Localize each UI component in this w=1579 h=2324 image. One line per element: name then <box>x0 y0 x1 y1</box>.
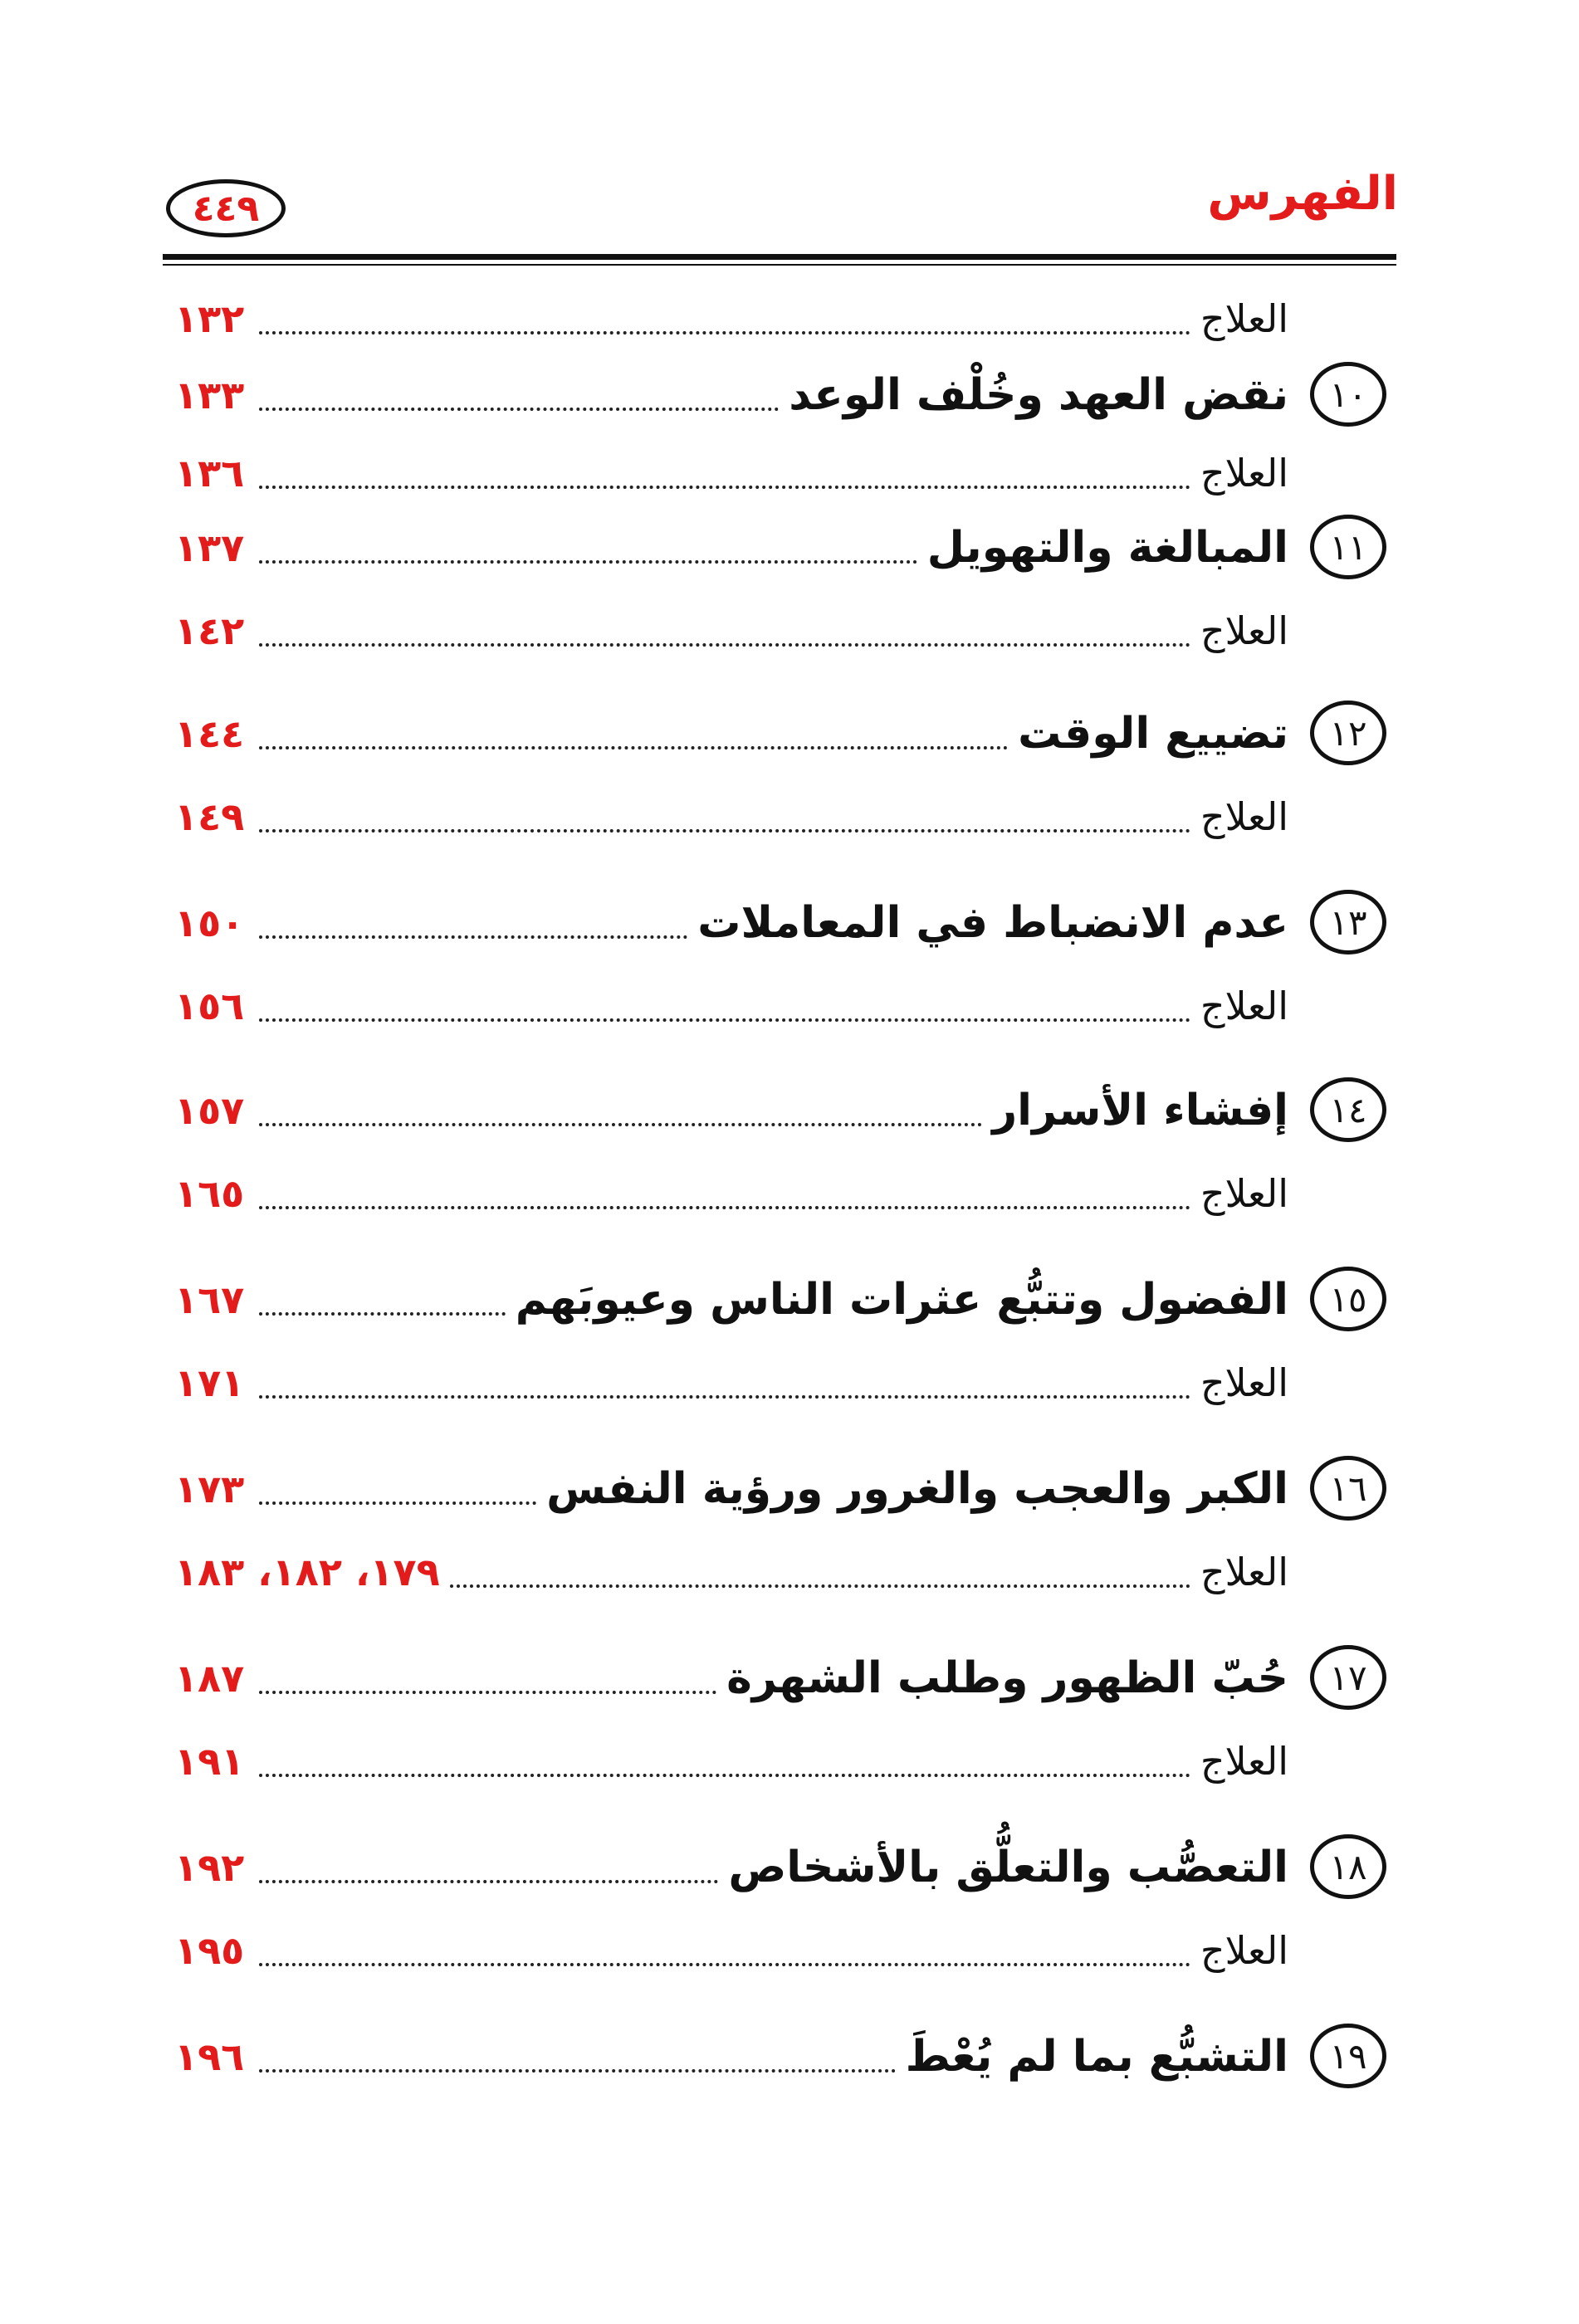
toc-entry[interactable] <box>174 1911 1288 1990</box>
toc-entry[interactable] <box>174 1828 1288 1907</box>
section-number-circle: ١٥ <box>1310 1267 1386 1331</box>
entry-pages: ١٩٦ <box>174 2034 245 2079</box>
entry-pages: ١٤٢ <box>174 608 245 653</box>
entry-pages: ١٤٤ <box>174 711 245 756</box>
entry-title: التشبُّع بما لم يُعْطَ <box>905 2032 1288 2082</box>
section-number-circle: ١٤ <box>1310 1077 1386 1142</box>
page-number-badge: ٤٤٩ <box>166 179 286 237</box>
entry-title: إفشاء الأسرار <box>992 1086 1288 1135</box>
entry-title: العلاج <box>1200 608 1288 653</box>
toc-entry[interactable] <box>174 1449 1288 1529</box>
dot-leader <box>259 1963 1190 1966</box>
toc-entry[interactable] <box>174 1071 1288 1150</box>
entry-pages: ١٥٧ <box>174 1088 245 1133</box>
dot-leader <box>259 486 1190 489</box>
entry-pages: ١٧٣ <box>174 1467 245 1511</box>
entry-pages: ١٤٩ <box>174 794 245 839</box>
entry-title: التعصُّب والتعلُّق بالأشخاص <box>728 1843 1288 1892</box>
entry-pages: ١٣٦ <box>174 451 245 496</box>
entry-pages: ١٩٢ <box>174 1845 245 1890</box>
section-number-circle: ١٨ <box>1310 1834 1386 1899</box>
dot-leader <box>259 408 779 411</box>
toc-entry[interactable] <box>174 883 1288 963</box>
section-number-circle: ١١ <box>1310 515 1386 579</box>
entry-title: العلاج <box>1200 1550 1288 1594</box>
entry-pages: ١٣٧ <box>174 525 245 570</box>
section-number-circle: ١٠ <box>1310 362 1386 427</box>
section-number-circle: ١٩ <box>1310 2024 1386 2088</box>
entry-pages: ١٥٦ <box>174 984 245 1028</box>
entry-pages: ١٦٥ <box>174 1171 245 1216</box>
entry-pages: ١٦٧ <box>174 1277 245 1322</box>
toc-entry[interactable] <box>174 966 1288 1046</box>
entry-title: العلاج <box>1200 1928 1288 1973</box>
entry-title: العلاج <box>1200 794 1288 839</box>
toc-entry[interactable] <box>174 591 1288 671</box>
entry-pages: ١٣٣ <box>174 373 245 417</box>
toc-entry[interactable] <box>174 279 1288 359</box>
dot-leader <box>259 1774 1190 1777</box>
dot-leader <box>259 746 1008 749</box>
toc-entry[interactable] <box>174 433 1288 513</box>
dot-leader <box>259 560 917 564</box>
entry-pages: ١٥٠ <box>174 901 245 945</box>
dot-leader <box>259 935 687 939</box>
toc-entry[interactable] <box>174 1154 1288 1233</box>
entry-pages: ١٧١ <box>174 1360 245 1405</box>
toc-entry[interactable] <box>174 1260 1288 1340</box>
entry-pages: ١٨٧ <box>174 1656 245 1701</box>
toc-entry[interactable] <box>174 2017 1288 2097</box>
toc-entry[interactable] <box>174 1721 1288 1801</box>
toc-entry[interactable] <box>174 777 1288 857</box>
section-number-circle: ١٢ <box>1310 701 1386 765</box>
entry-title: العلاج <box>1200 451 1288 496</box>
toc-entry[interactable] <box>174 355 1288 435</box>
entry-title: العلاج <box>1200 1171 1288 1216</box>
entry-title: الفضول وتتبُّع عثرات الناس وعيوبَهم <box>515 1275 1288 1325</box>
dot-leader <box>259 1691 716 1694</box>
dot-leader <box>259 1880 718 1883</box>
entry-title: الكبر والعجب والغرور ورؤية النفس <box>546 1464 1288 1514</box>
entry-pages: ١٩١ <box>174 1739 245 1784</box>
dot-leader <box>259 1395 1190 1399</box>
dot-leader <box>259 1501 536 1505</box>
dot-leader <box>259 1123 982 1126</box>
entry-title: العلاج <box>1200 296 1288 341</box>
dot-leader <box>259 829 1190 832</box>
section-number-circle: ١٣ <box>1310 890 1386 954</box>
entry-title: العلاج <box>1200 984 1288 1028</box>
dot-leader <box>259 1018 1190 1022</box>
entry-title: حُبّ الظهور وطلب الشهرة <box>726 1653 1288 1703</box>
dot-leader <box>259 1206 1190 1209</box>
entry-pages: ١٩٥ <box>174 1928 245 1973</box>
toc-entry[interactable] <box>174 694 1288 774</box>
entry-pages: ١٣٢ <box>174 296 245 341</box>
dot-leader <box>259 331 1190 334</box>
page-title: الفهرس <box>1207 167 1398 221</box>
toc-entry[interactable] <box>174 1343 1288 1423</box>
entry-title: المبالغة والتهويل <box>926 523 1288 573</box>
dot-leader <box>259 1312 506 1316</box>
entry-pages: ١٧٩، ١٨٢، ١٨٣ <box>174 1550 440 1594</box>
dot-leader <box>259 2069 896 2073</box>
section-number-circle: ١٧ <box>1310 1645 1386 1710</box>
toc-entry[interactable] <box>174 1638 1288 1718</box>
entry-title: نقض العهد وخُلْف الوعد <box>789 370 1288 420</box>
entry-title: تضييع الوقت <box>1018 709 1288 759</box>
entry-title: العلاج <box>1200 1360 1288 1405</box>
dot-leader <box>450 1584 1190 1588</box>
dot-leader <box>259 643 1190 647</box>
toc-entry[interactable] <box>174 1532 1288 1612</box>
entry-title: عدم الانضباط في المعاملات <box>697 898 1288 948</box>
section-number-circle: ١٦ <box>1310 1456 1386 1521</box>
entry-title: العلاج <box>1200 1739 1288 1784</box>
toc-entry[interactable] <box>174 508 1288 588</box>
